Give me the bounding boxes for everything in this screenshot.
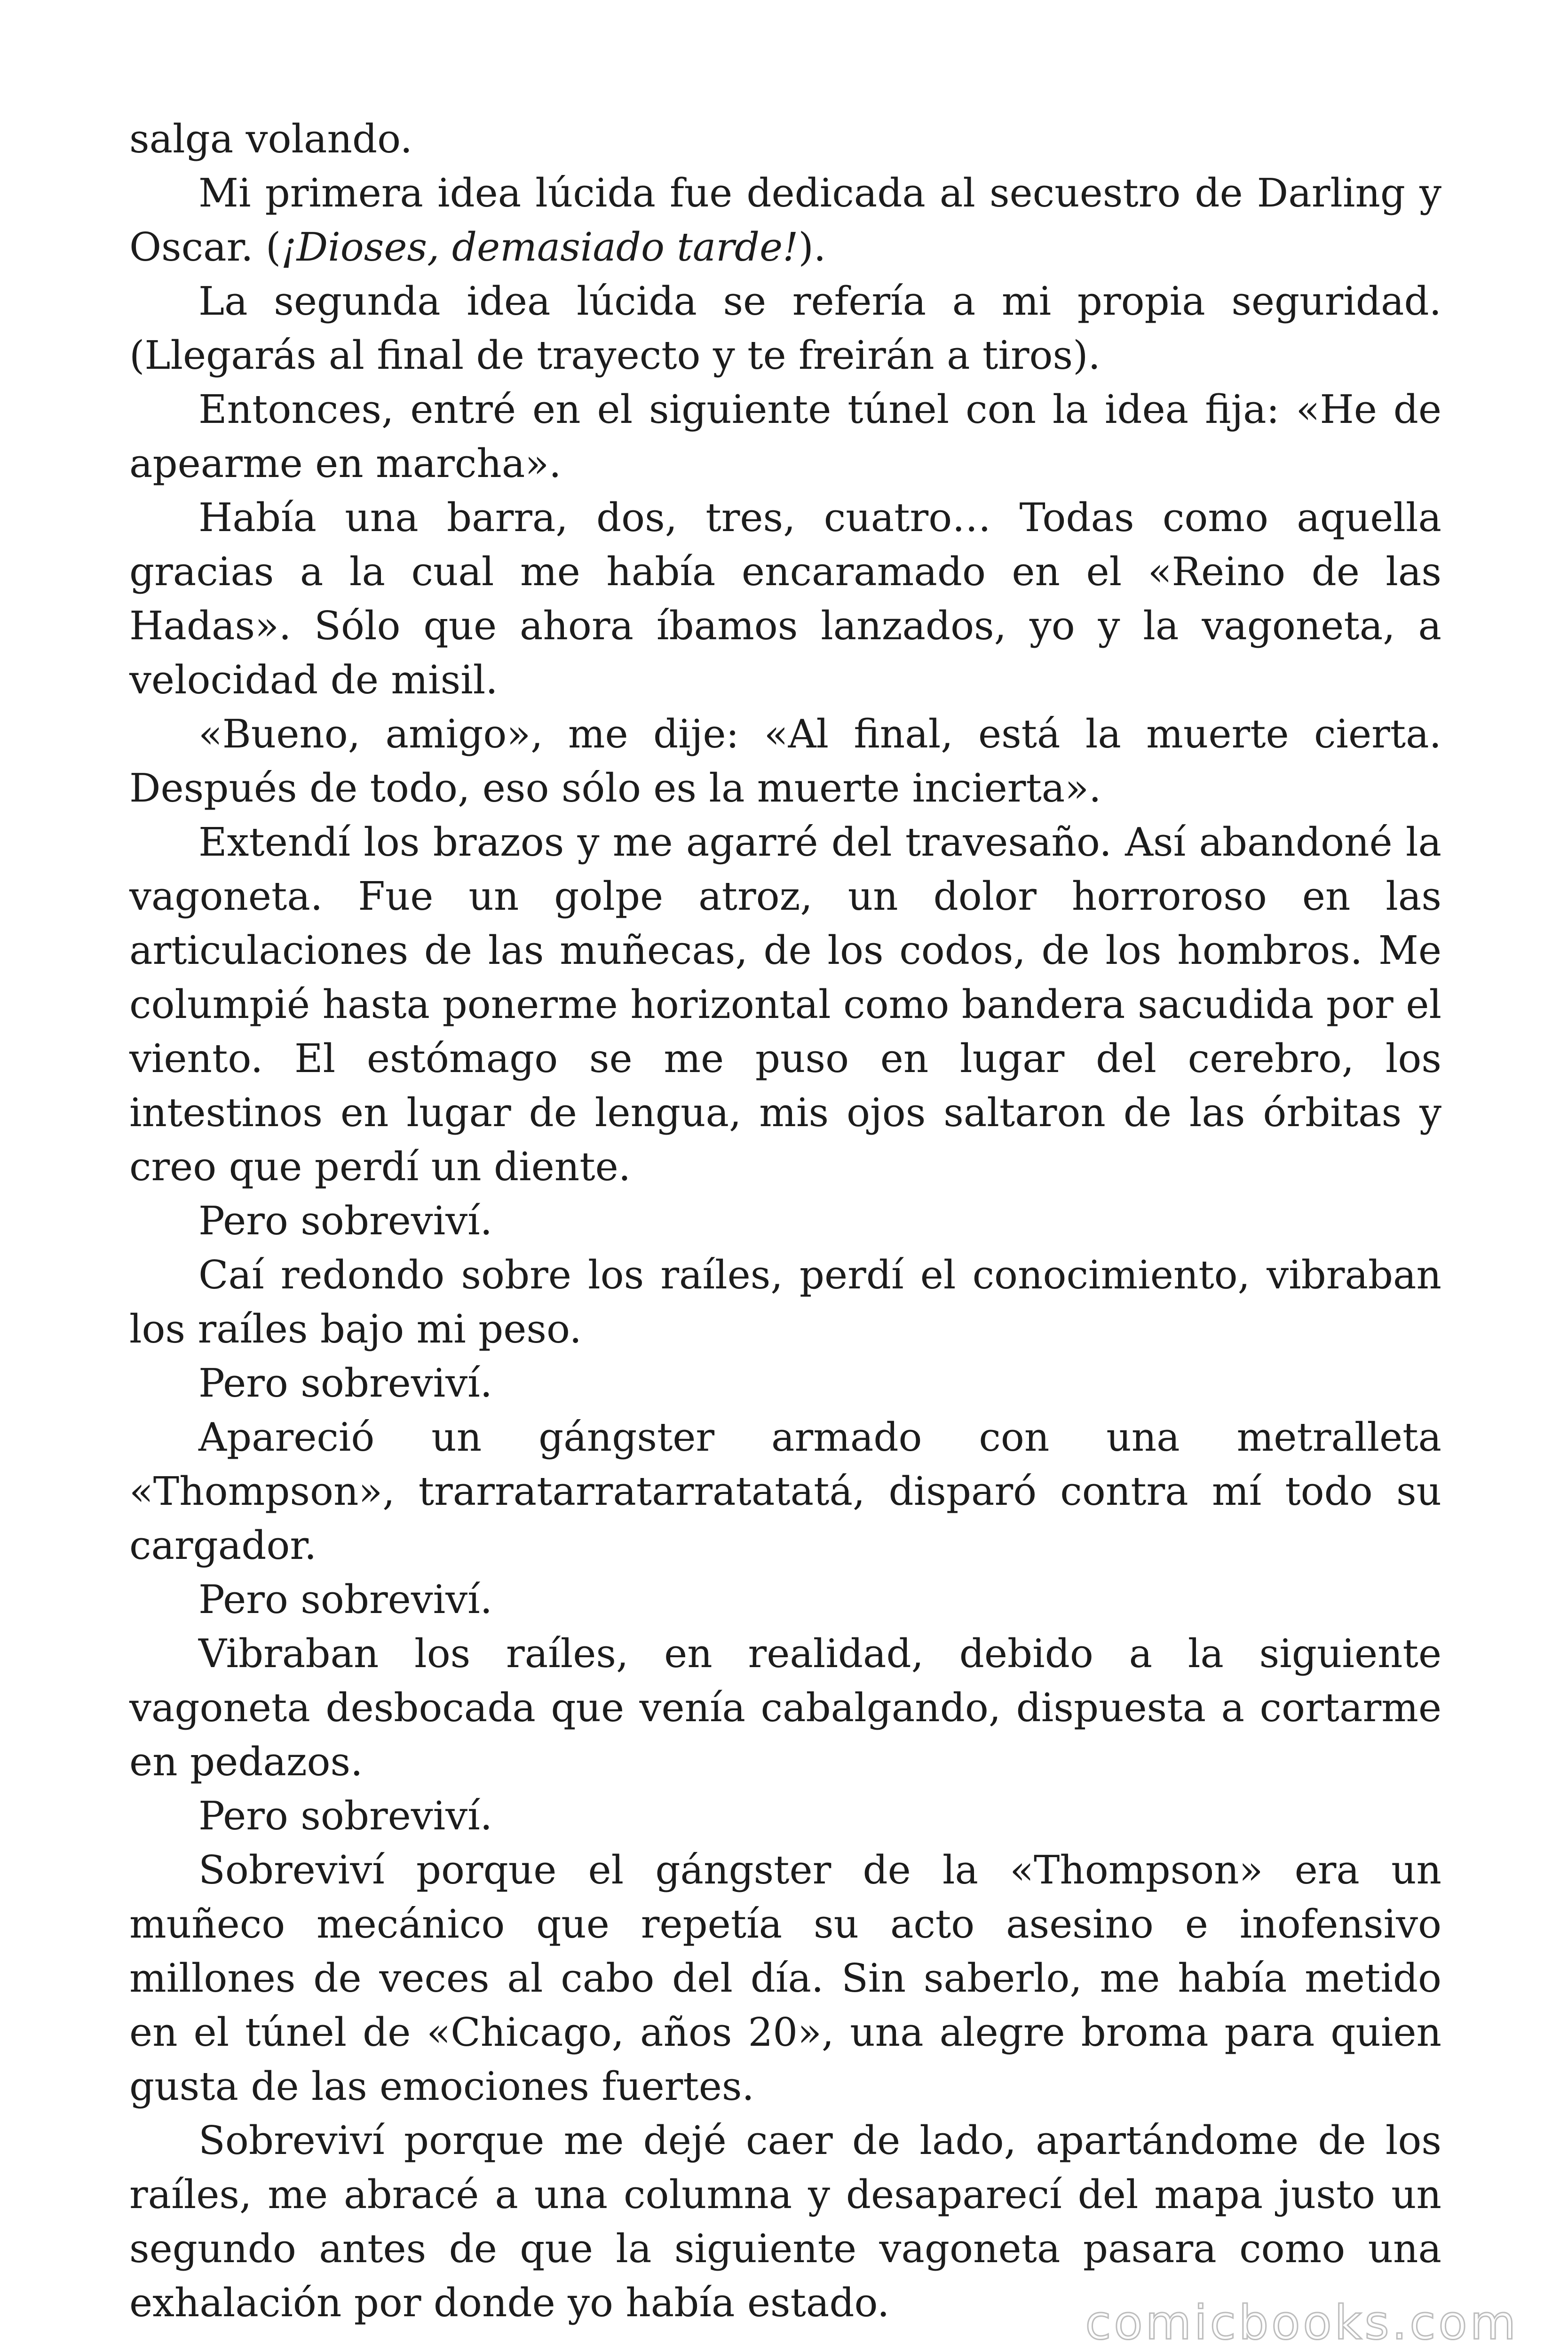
text-segment: Vibraban los raíles, en realidad, debido a la siguiente vagoneta desbocada que venía cabalgando, dispuesta a cortarme en pedazos. (129, 1631, 1441, 1785)
paragraph (129, 1248, 1441, 1356)
paragraph (129, 274, 1441, 382)
page-text-body (129, 112, 1441, 2330)
text-segment: Sobreviví porque me dejé caer de lado, apartándome de los raíles, me abracé a una columna y desaparecí del mapa justo un segundo antes de que la siguiente vagoneta pasara como una exhalación por donde yo había estado. (129, 2118, 1441, 2326)
text-segment: Pero sobreviví. (198, 1577, 493, 1622)
text-segment: Pero sobreviví. (198, 1793, 493, 1839)
paragraph (129, 382, 1441, 491)
text-segment: Mi primera idea lúcida fue dedicada al secuestro de Darling y Oscar. ( (129, 170, 1441, 270)
paragraph (129, 112, 1441, 166)
paragraph (129, 1410, 1441, 1573)
italic-text: ¡Dioses, demasiado tarde! (281, 224, 799, 270)
text-segment: Había una barra, dos, tres, cuatro… Todas como aquella gracias a la cual me había encaramado en el «Reino de las Hadas». Sólo que ahora íbamos lanzados, yo y la vagoneta, a velocidad de misil. (129, 495, 1441, 703)
text-segment: Pero sobreviví. (198, 1198, 493, 1244)
paragraph (129, 707, 1441, 815)
text-segment: ). (798, 224, 826, 270)
text-segment: Sobreviví porque el gángster de la «Thompson» era un muñeco mecánico que repetía su acto asesino e inofensivo millones de veces al cabo del día. Sin saberlo, me había metido en el túnel de «Chicago, años 20», una alegre broma para quien gusta de las emociones fuertes. (129, 1847, 1441, 2109)
paragraph (129, 1573, 1441, 1627)
text-segment: «Bueno, amigo», me dije: «Al final, está la muerte cierta. Después de todo, eso sólo es la muerte incierta». (129, 711, 1441, 811)
paragraph (129, 491, 1441, 707)
paragraph (129, 166, 1441, 274)
paragraph (129, 815, 1441, 1194)
text-segment: Entonces, entré en el siguiente túnel con la idea fija: «He de apearme en marcha». (129, 387, 1441, 486)
text-segment: salga volando. (129, 116, 412, 162)
paragraph (129, 1843, 1441, 2114)
site-watermark: comicbooks.com (1085, 2295, 1519, 2350)
text-segment: La segunda idea lúcida se refería a mi propia seguridad. (Llegarás al final de trayecto y te freirán a tiros). (129, 278, 1441, 378)
text-segment: Pero sobreviví. (198, 1360, 493, 1406)
paragraph (129, 1789, 1441, 1843)
paragraph (129, 1627, 1441, 1789)
text-segment: Caí redondo sobre los raíles, perdí el conocimiento, vibraban los raíles bajo mi peso. (129, 1252, 1441, 1352)
text-segment: Apareció un gángster armado con una metralleta «Thompson», trarratarratarratatatá, disparó contra mí todo su cargador. (129, 1414, 1441, 1568)
paragraph (129, 1194, 1441, 1248)
paragraph (129, 1356, 1441, 1410)
text-segment: Extendí los brazos y me agarré del travesaño. Así abandoné la vagoneta. Fue un golpe atroz, un dolor horroroso en las articulaciones de las muñecas, de los codos, de los hombros. Me columpié hasta ponerme horizontal como bandera sacudida por el viento. El estómago se me puso en lugar del cerebro, los intestinos en lugar de lengua, mis ojos saltaron de las órbitas y creo que perdí un diente. (129, 819, 1441, 1190)
